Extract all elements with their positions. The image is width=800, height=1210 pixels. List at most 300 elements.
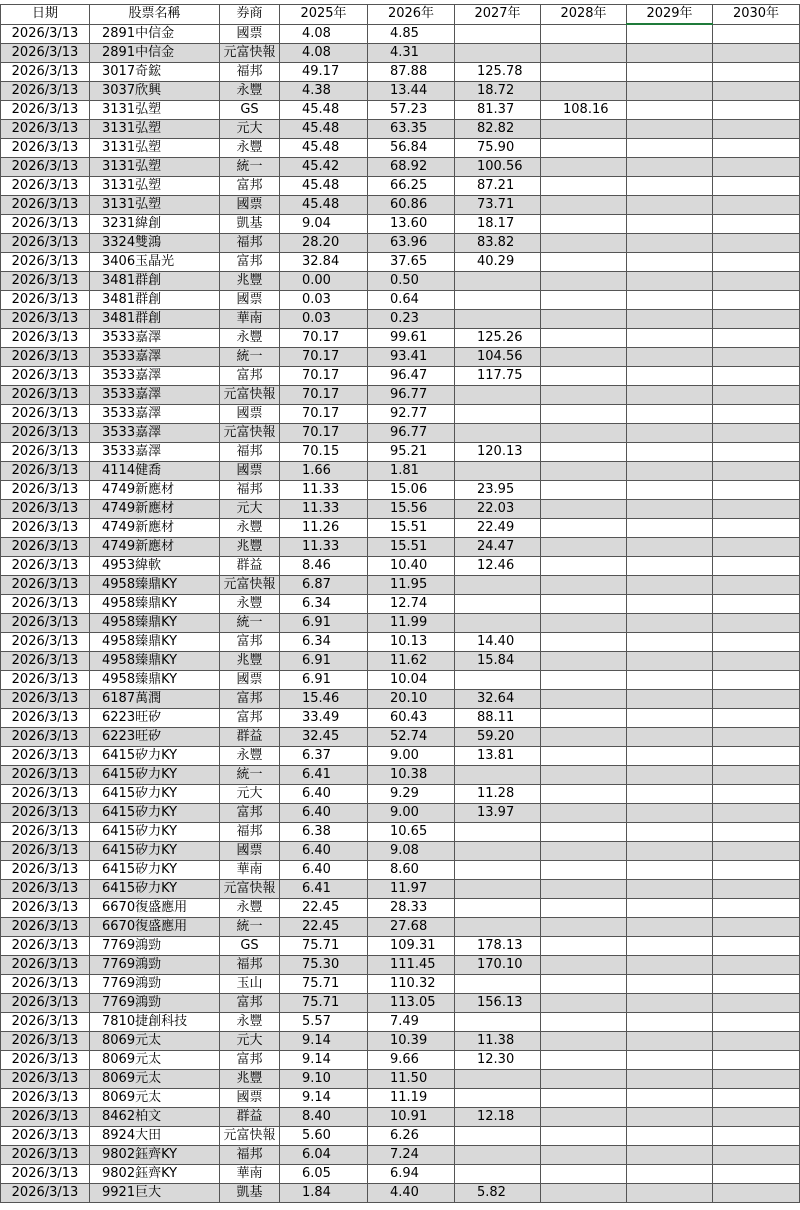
cell-2027[interactable]: 117.75 (455, 366, 541, 385)
cell-stock-name[interactable]: 6415矽力KY (90, 746, 220, 765)
cell-2027[interactable] (455, 594, 541, 613)
cell-2026[interactable]: 10.40 (368, 556, 455, 575)
cell-2030[interactable] (713, 594, 800, 613)
cell-broker[interactable]: 統一 (220, 157, 280, 176)
cell-2027[interactable]: 104.56 (455, 347, 541, 366)
cell-2027[interactable] (455, 1145, 541, 1164)
cell-stock-name[interactable]: 6415矽力KY (90, 765, 220, 784)
cell-2025[interactable]: 70.15 (280, 442, 368, 461)
cell-date[interactable]: 2026/3/13 (1, 1126, 90, 1145)
cell-2025[interactable]: 49.17 (280, 62, 368, 81)
cell-2027[interactable] (455, 43, 541, 62)
cell-broker[interactable]: 統一 (220, 613, 280, 632)
cell-2026[interactable]: 15.51 (368, 537, 455, 556)
cell-2030[interactable] (713, 43, 800, 62)
cell-2028[interactable] (541, 1012, 627, 1031)
cell-2030[interactable] (713, 993, 800, 1012)
cell-2028[interactable] (541, 746, 627, 765)
cell-2028[interactable]: 108.16 (541, 100, 627, 119)
cell-date[interactable]: 2026/3/13 (1, 1031, 90, 1050)
cell-2028[interactable] (541, 784, 627, 803)
cell-stock-name[interactable]: 4958臻鼎KY (90, 651, 220, 670)
cell-2030[interactable] (713, 822, 800, 841)
cell-2030[interactable] (713, 518, 800, 537)
header-2026[interactable]: 2026年 (368, 5, 455, 25)
cell-stock-name[interactable]: 4749新應材 (90, 537, 220, 556)
cell-2025[interactable]: 6.40 (280, 841, 368, 860)
cell-date[interactable]: 2026/3/13 (1, 518, 90, 537)
cell-2028[interactable] (541, 993, 627, 1012)
cell-stock-name[interactable]: 3481群創 (90, 271, 220, 290)
cell-stock-name[interactable]: 8069元太 (90, 1050, 220, 1069)
cell-2026[interactable]: 6.94 (368, 1164, 455, 1183)
cell-2027[interactable] (455, 1069, 541, 1088)
cell-2028[interactable] (541, 1126, 627, 1145)
cell-2026[interactable]: 52.74 (368, 727, 455, 746)
cell-2028[interactable] (541, 917, 627, 936)
cell-2025[interactable]: 11.26 (280, 518, 368, 537)
cell-date[interactable]: 2026/3/13 (1, 157, 90, 176)
cell-2026[interactable]: 57.23 (368, 100, 455, 119)
cell-broker[interactable]: 永豐 (220, 138, 280, 157)
cell-2027[interactable]: 156.13 (455, 993, 541, 1012)
cell-2028[interactable] (541, 195, 627, 214)
cell-broker[interactable]: 兆豐 (220, 271, 280, 290)
cell-2028[interactable] (541, 24, 627, 43)
cell-2026[interactable]: 7.24 (368, 1145, 455, 1164)
cell-2030[interactable] (713, 385, 800, 404)
cell-2026[interactable]: 9.00 (368, 746, 455, 765)
cell-broker[interactable]: 元富快報 (220, 385, 280, 404)
cell-2027[interactable]: 24.47 (455, 537, 541, 556)
cell-date[interactable]: 2026/3/13 (1, 1107, 90, 1126)
cell-2028[interactable] (541, 157, 627, 176)
cell-2030[interactable] (713, 176, 800, 195)
cell-2026[interactable]: 13.60 (368, 214, 455, 233)
cell-broker[interactable]: 國票 (220, 461, 280, 480)
cell-2026[interactable]: 66.25 (368, 176, 455, 195)
cell-2025[interactable]: 75.71 (280, 993, 368, 1012)
cell-date[interactable]: 2026/3/13 (1, 613, 90, 632)
cell-2029[interactable] (627, 271, 713, 290)
cell-2029[interactable] (627, 1031, 713, 1050)
cell-date[interactable]: 2026/3/13 (1, 879, 90, 898)
cell-2028[interactable] (541, 556, 627, 575)
cell-2027[interactable]: 82.82 (455, 119, 541, 138)
cell-broker[interactable]: 凱基 (220, 214, 280, 233)
cell-2026[interactable]: 4.40 (368, 1183, 455, 1202)
cell-broker[interactable]: 福邦 (220, 480, 280, 499)
cell-2029[interactable] (627, 347, 713, 366)
cell-2030[interactable] (713, 556, 800, 575)
cell-2030[interactable] (713, 803, 800, 822)
cell-2030[interactable] (713, 24, 800, 43)
cell-broker[interactable]: 福邦 (220, 62, 280, 81)
cell-stock-name[interactable]: 2891中信金 (90, 24, 220, 43)
cell-stock-name[interactable]: 3131弘塑 (90, 119, 220, 138)
cell-stock-name[interactable]: 4958臻鼎KY (90, 575, 220, 594)
cell-2027[interactable]: 87.21 (455, 176, 541, 195)
header-2028[interactable]: 2028年 (541, 5, 627, 25)
cell-2029[interactable] (627, 233, 713, 252)
cell-2028[interactable] (541, 708, 627, 727)
cell-2025[interactable]: 15.46 (280, 689, 368, 708)
cell-date[interactable]: 2026/3/13 (1, 1050, 90, 1069)
cell-broker[interactable]: 群益 (220, 556, 280, 575)
cell-date[interactable]: 2026/3/13 (1, 385, 90, 404)
cell-2025[interactable]: 45.48 (280, 119, 368, 138)
cell-stock-name[interactable]: 2891中信金 (90, 43, 220, 62)
header-date[interactable]: 日期 (1, 5, 90, 25)
cell-2027[interactable] (455, 822, 541, 841)
cell-2025[interactable]: 75.71 (280, 974, 368, 993)
cell-2030[interactable] (713, 1126, 800, 1145)
cell-2026[interactable]: 110.32 (368, 974, 455, 993)
cell-2028[interactable] (541, 43, 627, 62)
cell-2028[interactable] (541, 594, 627, 613)
cell-stock-name[interactable]: 3324雙鴻 (90, 233, 220, 252)
cell-2026[interactable]: 56.84 (368, 138, 455, 157)
cell-broker[interactable]: 福邦 (220, 442, 280, 461)
cell-stock-name[interactable]: 3481群創 (90, 290, 220, 309)
cell-2029[interactable] (627, 404, 713, 423)
cell-date[interactable]: 2026/3/13 (1, 651, 90, 670)
cell-stock-name[interactable]: 4958臻鼎KY (90, 670, 220, 689)
cell-2030[interactable] (713, 404, 800, 423)
cell-broker[interactable]: 群益 (220, 1107, 280, 1126)
cell-2026[interactable]: 60.43 (368, 708, 455, 727)
cell-2026[interactable]: 9.08 (368, 841, 455, 860)
cell-broker[interactable]: 元大 (220, 499, 280, 518)
cell-2028[interactable] (541, 404, 627, 423)
cell-2026[interactable]: 68.92 (368, 157, 455, 176)
cell-2029[interactable] (627, 689, 713, 708)
cell-2025[interactable]: 4.08 (280, 24, 368, 43)
cell-broker[interactable]: 永豐 (220, 898, 280, 917)
cell-2028[interactable] (541, 613, 627, 632)
cell-2027[interactable]: 59.20 (455, 727, 541, 746)
cell-2027[interactable]: 18.17 (455, 214, 541, 233)
cell-2029[interactable] (627, 480, 713, 499)
cell-2027[interactable]: 100.56 (455, 157, 541, 176)
cell-2025[interactable]: 1.66 (280, 461, 368, 480)
cell-2025[interactable]: 6.05 (280, 1164, 368, 1183)
cell-2026[interactable]: 87.88 (368, 62, 455, 81)
cell-date[interactable]: 2026/3/13 (1, 784, 90, 803)
cell-2027[interactable]: 81.37 (455, 100, 541, 119)
cell-2025[interactable]: 75.30 (280, 955, 368, 974)
cell-2030[interactable] (713, 119, 800, 138)
cell-stock-name[interactable]: 6415矽力KY (90, 803, 220, 822)
cell-2029[interactable] (627, 917, 713, 936)
cell-broker[interactable]: 永豐 (220, 81, 280, 100)
cell-2029[interactable] (627, 43, 713, 62)
cell-2025[interactable]: 6.87 (280, 575, 368, 594)
cell-2026[interactable]: 10.38 (368, 765, 455, 784)
cell-2029[interactable] (627, 176, 713, 195)
cell-2029[interactable] (627, 442, 713, 461)
cell-2030[interactable] (713, 442, 800, 461)
cell-date[interactable]: 2026/3/13 (1, 480, 90, 499)
cell-2028[interactable] (541, 632, 627, 651)
cell-2030[interactable] (713, 765, 800, 784)
cell-stock-name[interactable]: 4958臻鼎KY (90, 632, 220, 651)
cell-broker[interactable]: 國票 (220, 1088, 280, 1107)
cell-2025[interactable]: 9.10 (280, 1069, 368, 1088)
cell-2028[interactable] (541, 765, 627, 784)
cell-2026[interactable]: 4.31 (368, 43, 455, 62)
cell-2025[interactable]: 6.38 (280, 822, 368, 841)
cell-stock-name[interactable]: 9921巨大 (90, 1183, 220, 1202)
cell-stock-name[interactable]: 3533嘉澤 (90, 347, 220, 366)
cell-2028[interactable] (541, 1183, 627, 1202)
header-2030[interactable]: 2030年 (713, 5, 800, 25)
cell-2026[interactable]: 63.35 (368, 119, 455, 138)
cell-stock-name[interactable]: 6415矽力KY (90, 860, 220, 879)
cell-2025[interactable]: 45.48 (280, 100, 368, 119)
cell-broker[interactable]: 國票 (220, 195, 280, 214)
cell-2030[interactable] (713, 1107, 800, 1126)
cell-2025[interactable]: 22.45 (280, 898, 368, 917)
header-2025[interactable]: 2025年 (280, 5, 368, 25)
cell-2030[interactable] (713, 480, 800, 499)
cell-2030[interactable] (713, 860, 800, 879)
cell-2028[interactable] (541, 1050, 627, 1069)
cell-stock-name[interactable]: 3131弘塑 (90, 157, 220, 176)
cell-2029[interactable] (627, 1183, 713, 1202)
cell-2026[interactable]: 11.62 (368, 651, 455, 670)
cell-2029[interactable] (627, 765, 713, 784)
cell-2029[interactable] (627, 62, 713, 81)
cell-date[interactable]: 2026/3/13 (1, 309, 90, 328)
cell-2026[interactable]: 11.95 (368, 575, 455, 594)
cell-2026[interactable]: 63.96 (368, 233, 455, 252)
cell-stock-name[interactable]: 3131弘塑 (90, 176, 220, 195)
cell-2028[interactable] (541, 385, 627, 404)
cell-2027[interactable] (455, 385, 541, 404)
cell-2029[interactable] (627, 290, 713, 309)
cell-2028[interactable] (541, 651, 627, 670)
cell-stock-name[interactable]: 3533嘉澤 (90, 423, 220, 442)
cell-2030[interactable] (713, 138, 800, 157)
cell-date[interactable]: 2026/3/13 (1, 347, 90, 366)
cell-2028[interactable] (541, 518, 627, 537)
cell-2025[interactable]: 9.04 (280, 214, 368, 233)
cell-broker[interactable]: 永豐 (220, 594, 280, 613)
cell-2030[interactable] (713, 784, 800, 803)
cell-2025[interactable]: 11.33 (280, 537, 368, 556)
cell-2025[interactable]: 4.08 (280, 43, 368, 62)
cell-2027[interactable]: 14.40 (455, 632, 541, 651)
cell-2028[interactable] (541, 271, 627, 290)
cell-broker[interactable]: 華南 (220, 860, 280, 879)
cell-date[interactable]: 2026/3/13 (1, 290, 90, 309)
cell-date[interactable]: 2026/3/13 (1, 993, 90, 1012)
cell-2026[interactable]: 95.21 (368, 442, 455, 461)
cell-stock-name[interactable]: 3533嘉澤 (90, 404, 220, 423)
cell-date[interactable]: 2026/3/13 (1, 252, 90, 271)
cell-stock-name[interactable]: 4114健喬 (90, 461, 220, 480)
cell-2030[interactable] (713, 252, 800, 271)
cell-2027[interactable]: 11.38 (455, 1031, 541, 1050)
cell-2025[interactable]: 6.34 (280, 632, 368, 651)
cell-2030[interactable] (713, 936, 800, 955)
cell-stock-name[interactable]: 4749新應材 (90, 499, 220, 518)
cell-broker[interactable]: 元富快報 (220, 879, 280, 898)
cell-2026[interactable]: 20.10 (368, 689, 455, 708)
cell-2030[interactable] (713, 632, 800, 651)
cell-2026[interactable]: 9.00 (368, 803, 455, 822)
cell-2030[interactable] (713, 898, 800, 917)
cell-2029[interactable] (627, 955, 713, 974)
cell-2027[interactable]: 125.26 (455, 328, 541, 347)
cell-2027[interactable]: 32.64 (455, 689, 541, 708)
cell-2025[interactable]: 5.60 (280, 1126, 368, 1145)
cell-2027[interactable]: 88.11 (455, 708, 541, 727)
cell-stock-name[interactable]: 3406玉晶光 (90, 252, 220, 271)
cell-stock-name[interactable]: 7769鴻勁 (90, 955, 220, 974)
cell-2026[interactable]: 10.65 (368, 822, 455, 841)
cell-2026[interactable]: 1.81 (368, 461, 455, 480)
cell-2026[interactable]: 0.23 (368, 309, 455, 328)
cell-2029[interactable] (627, 100, 713, 119)
cell-2025[interactable]: 11.33 (280, 499, 368, 518)
cell-2028[interactable] (541, 461, 627, 480)
cell-stock-name[interactable]: 9802鈺齊KY (90, 1164, 220, 1183)
cell-2026[interactable]: 11.19 (368, 1088, 455, 1107)
cell-2030[interactable] (713, 461, 800, 480)
cell-stock-name[interactable]: 6187萬潤 (90, 689, 220, 708)
cell-2029[interactable] (627, 366, 713, 385)
cell-2030[interactable] (713, 499, 800, 518)
cell-2028[interactable] (541, 1088, 627, 1107)
cell-broker[interactable]: 國票 (220, 841, 280, 860)
cell-stock-name[interactable]: 4958臻鼎KY (90, 594, 220, 613)
cell-2027[interactable]: 23.95 (455, 480, 541, 499)
cell-date[interactable]: 2026/3/13 (1, 81, 90, 100)
cell-date[interactable]: 2026/3/13 (1, 632, 90, 651)
cell-2028[interactable] (541, 955, 627, 974)
cell-2030[interactable] (713, 1031, 800, 1050)
cell-2030[interactable] (713, 955, 800, 974)
cell-stock-name[interactable]: 3017奇鋐 (90, 62, 220, 81)
cell-date[interactable]: 2026/3/13 (1, 822, 90, 841)
cell-2029[interactable] (627, 461, 713, 480)
cell-date[interactable]: 2026/3/13 (1, 708, 90, 727)
cell-broker[interactable]: GS (220, 100, 280, 119)
cell-2025[interactable]: 9.14 (280, 1031, 368, 1050)
cell-2026[interactable]: 96.77 (368, 423, 455, 442)
cell-2030[interactable] (713, 670, 800, 689)
cell-2029[interactable] (627, 328, 713, 347)
cell-2026[interactable]: 10.13 (368, 632, 455, 651)
header-2027[interactable]: 2027年 (455, 5, 541, 25)
cell-2027[interactable] (455, 290, 541, 309)
cell-date[interactable]: 2026/3/13 (1, 727, 90, 746)
cell-2027[interactable] (455, 841, 541, 860)
cell-2025[interactable]: 8.46 (280, 556, 368, 575)
cell-broker[interactable]: 華南 (220, 309, 280, 328)
cell-2025[interactable]: 6.37 (280, 746, 368, 765)
cell-2029[interactable] (627, 1088, 713, 1107)
cell-2027[interactable] (455, 974, 541, 993)
cell-2026[interactable]: 8.60 (368, 860, 455, 879)
cell-2027[interactable] (455, 1126, 541, 1145)
cell-2026[interactable]: 15.06 (368, 480, 455, 499)
cell-2028[interactable] (541, 974, 627, 993)
cell-date[interactable]: 2026/3/13 (1, 214, 90, 233)
cell-2030[interactable] (713, 974, 800, 993)
cell-2025[interactable]: 22.45 (280, 917, 368, 936)
cell-2027[interactable]: 125.78 (455, 62, 541, 81)
cell-2027[interactable] (455, 271, 541, 290)
cell-2030[interactable] (713, 347, 800, 366)
cell-date[interactable]: 2026/3/13 (1, 442, 90, 461)
cell-broker[interactable]: 元富快報 (220, 43, 280, 62)
cell-2029[interactable] (627, 537, 713, 556)
cell-2029[interactable] (627, 898, 713, 917)
cell-2028[interactable] (541, 81, 627, 100)
cell-2030[interactable] (713, 100, 800, 119)
cell-date[interactable]: 2026/3/13 (1, 860, 90, 879)
cell-2029[interactable] (627, 1145, 713, 1164)
cell-2025[interactable]: 45.48 (280, 138, 368, 157)
cell-2025[interactable]: 0.00 (280, 271, 368, 290)
cell-2029[interactable] (627, 119, 713, 138)
cell-2028[interactable] (541, 366, 627, 385)
cell-2027[interactable] (455, 765, 541, 784)
cell-2030[interactable] (713, 746, 800, 765)
cell-2028[interactable] (541, 176, 627, 195)
cell-broker[interactable]: 國票 (220, 24, 280, 43)
cell-2027[interactable] (455, 860, 541, 879)
cell-2026[interactable]: 10.04 (368, 670, 455, 689)
cell-2030[interactable] (713, 1183, 800, 1202)
cell-2029[interactable] (627, 727, 713, 746)
cell-2030[interactable] (713, 233, 800, 252)
cell-date[interactable]: 2026/3/13 (1, 1145, 90, 1164)
cell-stock-name[interactable]: 6670復盛應用 (90, 898, 220, 917)
cell-2029[interactable] (627, 556, 713, 575)
cell-2026[interactable]: 11.50 (368, 1069, 455, 1088)
cell-2030[interactable] (713, 1088, 800, 1107)
cell-2026[interactable]: 13.44 (368, 81, 455, 100)
cell-2025[interactable]: 6.34 (280, 594, 368, 613)
cell-stock-name[interactable]: 3131弘塑 (90, 195, 220, 214)
cell-date[interactable]: 2026/3/13 (1, 100, 90, 119)
cell-date[interactable]: 2026/3/13 (1, 195, 90, 214)
cell-2028[interactable] (541, 328, 627, 347)
cell-2026[interactable]: 113.05 (368, 993, 455, 1012)
cell-2026[interactable]: 37.65 (368, 252, 455, 271)
cell-broker[interactable]: 永豐 (220, 328, 280, 347)
cell-date[interactable]: 2026/3/13 (1, 328, 90, 347)
cell-broker[interactable]: 兆豐 (220, 651, 280, 670)
cell-2029[interactable] (627, 860, 713, 879)
cell-stock-name[interactable]: 6415矽力KY (90, 822, 220, 841)
cell-stock-name[interactable]: 6415矽力KY (90, 879, 220, 898)
cell-stock-name[interactable]: 8069元太 (90, 1069, 220, 1088)
cell-date[interactable]: 2026/3/13 (1, 556, 90, 575)
cell-2025[interactable]: 0.03 (280, 309, 368, 328)
cell-2025[interactable]: 75.71 (280, 936, 368, 955)
cell-2025[interactable]: 32.84 (280, 252, 368, 271)
cell-2030[interactable] (713, 157, 800, 176)
cell-2028[interactable] (541, 670, 627, 689)
cell-date[interactable]: 2026/3/13 (1, 176, 90, 195)
cell-2029[interactable] (627, 385, 713, 404)
cell-2029[interactable] (627, 613, 713, 632)
